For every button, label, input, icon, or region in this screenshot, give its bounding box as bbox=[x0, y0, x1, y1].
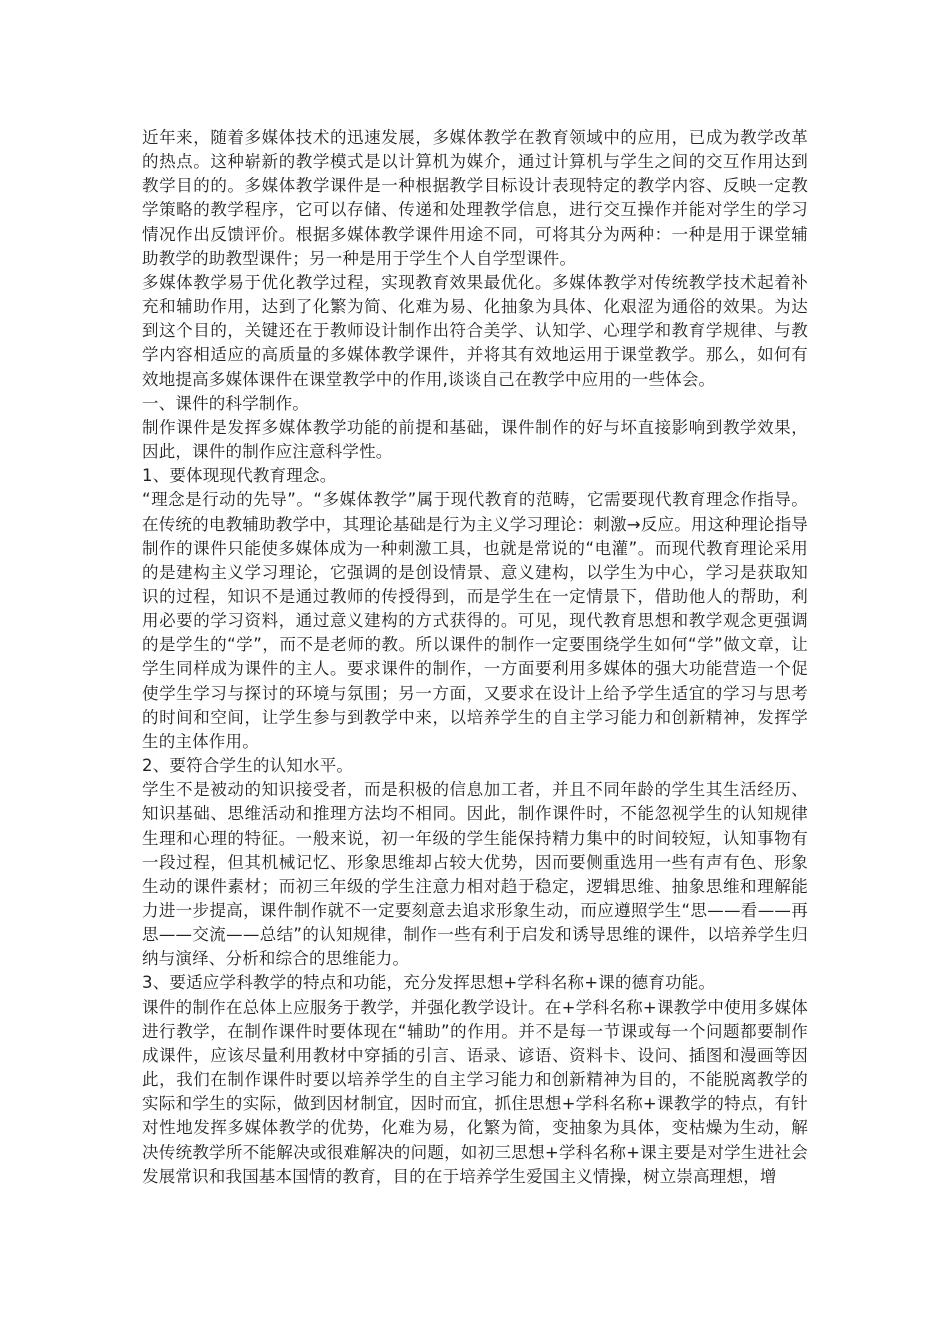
paragraph-modern-concept: “理念是行动的先导”。“多媒体教学”属于现代教育的范畴，它需要现代教育理念作指导。在传统的电教辅助教学中，其理论基础是行为主义学习理论：刺激→反应。用这种理论指导制作的课件只能使多媒体成为一种刺激工具，也就是常说的“电灌”。而现代教育理论采用的是建构主义学习理论，它强调的是创设情景、意义建构，以学生为中心，学习是获取知识的过程，知识不是通过教师的传授得到，而是学生在一定情景下，借助他人的帮助，利用必要的学习资料，通过意义建构的方式获得的。可见，现代教育思想和教学观念更强调的是学生的“学”，而不是老师的教。所以课件的制作一定要围绕学生如何“学”做文章，让学生同样成为课件的主人。要求课件的制作，一方面要利用多媒体的强大功能营造一个促使学生学习与探讨的环境与氛围；另一方面，又要求在设计上给予学生适宜的学习与思考的时间和空间，让学生参与到教学中来，以培养学生的自主学习能力和创新精神，发挥学生的主体作用。 bbox=[142, 490, 808, 751]
subheading-2: 2、要符合学生的认知水平。 bbox=[142, 756, 354, 776]
paragraph-scientific: 制作课件是发挥多媒体教学功能的前提和基础，课件制作的好与坏直接影响到教学效果，因此，课件的制作应注意科学性。 bbox=[142, 417, 808, 462]
paragraph-intro: 近年来，随着多媒体技术的迅速发展，多媒体教学在教育领域中的应用，已成为教学改革的热点。这种崭新的教学模式是以计算机为媒介，通过计算机与学生之间的交互作用达到教学目的的。多媒体教学课件是一种根据教学目标设计表现特定的教学内容、反映一定教学策略的教学程序，它可以存储、传递和处理教学信息，进行交互操作并能对学生的学习情况作出反馈评价。根据多媒体教学课件用途不同，可将其分为两种：一种是用于课堂辅助教学的助教型课件；另一种是用于学生个人自学型课件。 bbox=[142, 128, 808, 268]
document-body bbox=[142, 126, 808, 1189]
paragraph-cognitive: 学生不是被动的知识接受者，而是积极的信息加工者，并且不同年龄的学生其生活经历、知识基础、思维活动和推理方法均不相同。因此，制作课件时，不能忽视学生的认知规律生理和心理的特征。一般来说，初一年级的学生能保持精力集中的时间较短，认知事物有一段过程，但其机械记忆、形象思维却占较大优势，因而要侧重选用一些有声有色、形象生动的课件素材；而初三年级的学生注意力相对趋于稳定，逻辑思维、抽象思维和理解能力进一步提高，课件制作就不一定要刻意去追求形象生动，而应遵照学生“思——看——再思——交流——总结”的认知规律，制作一些有利于启发和诱导思维的课件，以培养学生归纳与演绎、分析和综合的思维能力。 bbox=[142, 780, 808, 969]
paragraph-optimization: 多媒体教学易于优化教学过程，实现教育效果最优化。多媒体教学对传统教学技术起着补充和辅助作用，达到了化繁为简、化难为易、化抽象为具体、化艰涩为通俗的效果。为达到这个目的，关键还在于教师设计制作出符合美学、认知学、心理学和教育学规律、与教学内容相适应的高质量的多媒体教学课件，并将其有效地运用于课堂教学。那么，如何有效地提高多媒体课件在课堂教学中的作用,谈谈自己在教学中应用的一些体会。 bbox=[142, 272, 808, 389]
subheading-1: 1、要体现现代教育理念。 bbox=[142, 466, 337, 486]
section-heading-1: 一、课件的科学制作。 bbox=[142, 393, 309, 413]
subheading-3: 3、要适应学科教学的特点和功能，充分发挥思想+学科名称+课的德育功能。 bbox=[142, 973, 716, 993]
paragraph-subject-teaching: 课件的制作在总体上应服务于教学，并强化教学设计。在+学科名称+课教学中使用多媒体进行教学，在制作课件时要体现在“辅助”的作用。并不是每一节课或每一个问题都要制作成课件，应该尽量利用教材中穿插的引言、语录、谚语、资料卡、设问、插图和漫画等因此，我们在制作课件时要以培养学生的自主学习能力和创新精神为目的，不能脱离教学的实际和学生的实际，做到因材制宜，因时而宜，抓住思想+学科名称+课教学的特点，有针对性地发挥多媒体教学的优势，化难为易，化繁为简，变抽象为具体，变枯燥为生动，解决传统教学所不能解决或很难解决的问题，如初三思想+学科名称+课主要是对学生进社会发展常识和我国基本国情的教育，目的在于培养学生爱国主义情操，树立崇高理想，增 bbox=[142, 997, 808, 1186]
